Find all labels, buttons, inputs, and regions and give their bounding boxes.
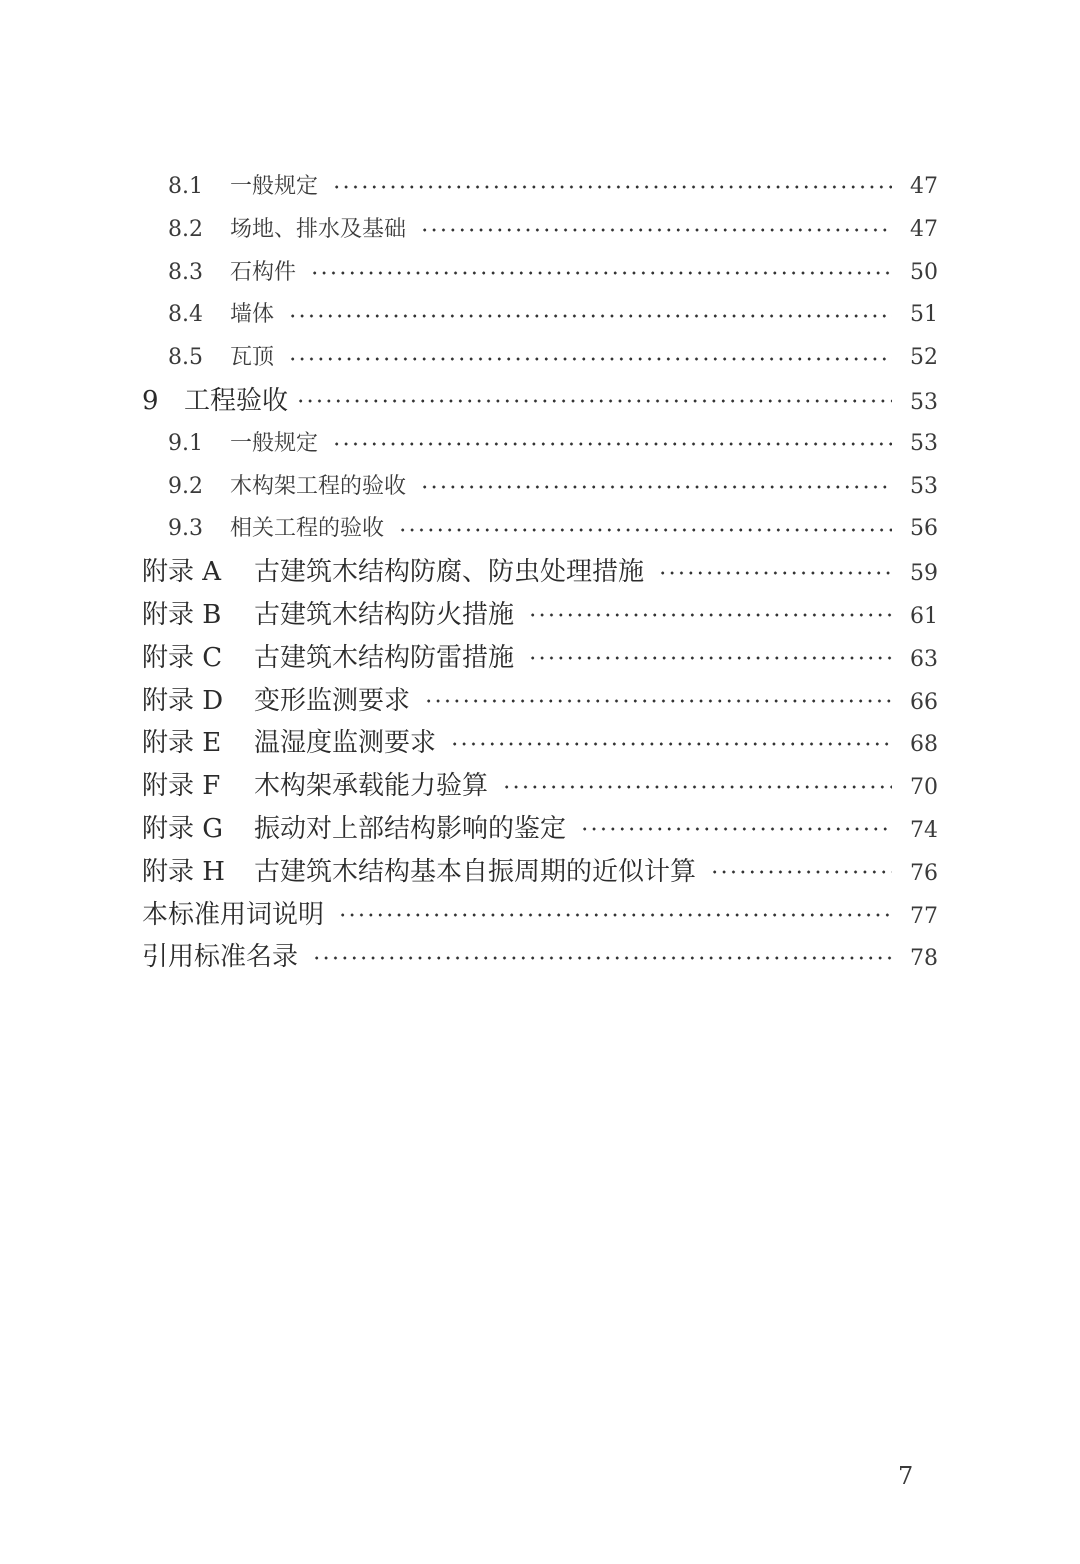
toc-entry-page: 47	[910, 216, 938, 242]
toc-entry-number: 附录 G	[142, 813, 224, 844]
toc-entry[interactable]	[142, 209, 938, 252]
toc-entry-page: 76	[910, 860, 938, 886]
dot-leader	[420, 484, 892, 490]
toc-entry-number: 8.1	[168, 174, 203, 199]
toc-entry[interactable]	[142, 765, 938, 808]
toc-entry[interactable]	[142, 466, 938, 509]
dot-leader	[332, 441, 892, 447]
toc-entry[interactable]	[142, 252, 938, 295]
toc-entry-page: 78	[910, 946, 938, 972]
toc-entry-title: 古建筑木结构防腐、防虫处理措施	[254, 557, 645, 588]
toc-entry-title: 相关工程的验收	[230, 516, 385, 542]
toc-entry-title: 古建筑木结构基本自振周期的近似计算	[254, 856, 697, 887]
toc-entry-title: 一般规定	[230, 174, 319, 199]
toc-entry-number: 9.3	[168, 516, 203, 542]
toc-entry[interactable]	[142, 294, 938, 337]
toc-entry-title: 变形监测要求	[254, 685, 411, 716]
dot-leader	[296, 398, 892, 404]
toc-entry-title: 瓦顶	[230, 345, 275, 371]
toc-entry-number: 附录 D	[142, 685, 224, 716]
toc-entry-page: 52	[910, 345, 938, 371]
page-number: 7	[898, 1462, 914, 1490]
toc-entry[interactable]	[142, 680, 938, 723]
toc-entry-number: 附录 E	[142, 728, 222, 759]
toc-entry[interactable]	[142, 722, 938, 765]
toc-entry-page: 53	[910, 430, 938, 456]
toc-entry-number: 8.4	[168, 302, 203, 328]
toc-entry-title: 古建筑木结构防雷措施	[254, 642, 515, 673]
dot-leader	[420, 227, 892, 233]
toc-entry-title: 墙体	[230, 302, 275, 328]
toc-entry[interactable]	[142, 166, 938, 209]
toc-entry[interactable]	[142, 936, 938, 979]
toc-entry-title: 木构架工程的验收	[230, 473, 407, 499]
toc-entry-page: 53	[910, 473, 938, 499]
dot-leader	[310, 270, 892, 276]
table-of-contents	[142, 166, 938, 979]
dot-leader	[658, 570, 892, 576]
toc-entry-page: 68	[910, 732, 938, 758]
toc-entry[interactable]	[142, 894, 938, 937]
toc-entry-number: 附录 A	[142, 557, 222, 588]
toc-entry-number: 附录 C	[142, 642, 223, 673]
toc-entry-number: 附录 H	[142, 856, 225, 887]
dot-leader	[710, 869, 892, 875]
dot-leader	[424, 698, 892, 704]
toc-entry[interactable]	[142, 637, 938, 680]
toc-entry-page: 61	[910, 603, 938, 629]
toc-entry-title: 一般规定	[230, 430, 319, 456]
toc-entry[interactable]	[142, 594, 938, 637]
toc-entry-title: 古建筑木结构防火措施	[254, 599, 515, 630]
dot-leader	[450, 741, 892, 747]
dot-leader	[580, 826, 892, 832]
toc-entry-title: 石构件	[230, 259, 297, 285]
toc-entry[interactable]	[142, 380, 938, 423]
toc-entry-page: 59	[910, 561, 938, 587]
toc-entry-title: 工程验收	[184, 385, 289, 416]
dot-leader	[528, 612, 892, 618]
dot-leader	[288, 356, 892, 362]
toc-entry-page: 74	[910, 817, 938, 843]
toc-entry[interactable]	[142, 808, 938, 851]
toc-entry[interactable]	[142, 508, 938, 551]
toc-entry-page: 70	[910, 775, 938, 801]
toc-entry-title: 温湿度监测要求	[254, 728, 437, 759]
toc-entry-number: 9.1	[168, 430, 203, 456]
toc-entry-number: 8.5	[168, 345, 203, 371]
toc-entry-title: 木构架承载能力验算	[254, 771, 489, 802]
toc-entry-number: 8.3	[168, 259, 203, 285]
toc-entry[interactable]	[142, 337, 938, 380]
toc-entry-number: 9	[142, 385, 159, 416]
toc-entry-page: 66	[910, 689, 938, 715]
toc-entry-page: 53	[910, 389, 938, 415]
toc-entry[interactable]	[142, 551, 938, 594]
toc-entry-number: 9.2	[168, 473, 203, 499]
toc-entry[interactable]	[142, 851, 938, 894]
toc-entry-page: 50	[910, 259, 938, 285]
toc-entry-title: 引用标准名录	[142, 942, 299, 973]
dot-leader	[502, 784, 892, 790]
toc-entry-page: 56	[910, 516, 938, 542]
toc-entry-title: 场地、排水及基础	[230, 216, 407, 242]
toc-entry-title: 振动对上部结构影响的鉴定	[254, 813, 567, 844]
toc-entry-number: 附录 B	[142, 599, 222, 630]
dot-leader	[398, 527, 892, 533]
toc-entry-page: 63	[910, 646, 938, 672]
toc-entry[interactable]	[142, 423, 938, 466]
dot-leader	[312, 955, 892, 961]
toc-entry-page: 51	[910, 302, 938, 328]
dot-leader	[528, 655, 892, 661]
toc-entry-page: 77	[910, 903, 938, 929]
toc-entry-title: 本标准用词说明	[142, 899, 325, 930]
toc-entry-number: 附录 F	[142, 771, 221, 802]
dot-leader	[288, 313, 892, 319]
dot-leader	[332, 184, 892, 190]
toc-entry-page: 47	[910, 174, 938, 199]
toc-entry-number: 8.2	[168, 216, 203, 242]
dot-leader	[338, 912, 892, 918]
